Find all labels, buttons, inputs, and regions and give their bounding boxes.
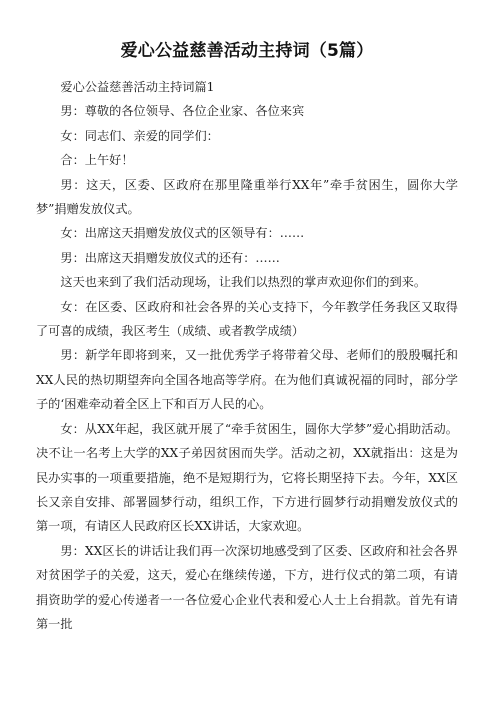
paragraph: 合：上午好！ bbox=[60, 153, 134, 168]
document-title: 爱心公益慈善活动主持词（5篇） bbox=[120, 41, 374, 61]
document-body bbox=[36, 75, 458, 636]
paragraph: 女：同志们、亲爱的同学们： bbox=[60, 128, 219, 143]
paragraph: 男：XX区长的讲话让我们再一次深切地感受到了区委、区政府和社会各界对贫困学子的关爱，这天，爱心在继续传递，下方，进行仪式的第二项，有请捐资助学的爱心传递者一一各位爱心企业代表和爱心人士上台捐款。首先有请第一批 bbox=[36, 543, 458, 631]
paragraph: 男：新学年即将到来，又一批优秀学子将带着父母、老师们的殷殷嘱托和XX人民的热切期望奔向全国各地高等学府。在为他们真诚祝福的同时，部分学子的‘困难牵动着全区上下和百万人民的心。 bbox=[36, 348, 458, 412]
paragraph: 女：在区委、区政府和社会各界的关心支持下，今年教学任务我区又取得了可喜的成绩，我区考生（成绩、或者教学成绩） bbox=[36, 299, 458, 339]
paragraph: 男：出席这天捐赠发放仪式的还有：…… bbox=[60, 250, 280, 265]
paragraph: 爱心公益慈善活动主持词篇1 bbox=[60, 80, 215, 94]
paragraph: 男：这天，区委、区政府在那里隆重举行XX年”牵手贫困生，圆你大学梦”捐赠发放仪式。 bbox=[36, 177, 458, 217]
paragraph: 女：从XX年起，我区就开展了“牵手贫困生，圆你大学梦”爱心捐助活动。决不让一名考上大学的XX子弟因贫困而失学。活动之初，XX就指出：这是为民办实事的一项重要措施，绝不是短期行为，它将长期坚持下去。今年，XX区长又亲自安排、部署圆梦行动，组织工作，下方进行圆梦行动捐赠发放仪式的第一项，有请区人民政府区长XX讲话，大家欢迎。 bbox=[36, 421, 458, 534]
paragraph: 女：出席这天捐赠发放仪式的区领导有：…… bbox=[60, 226, 305, 241]
paragraph: 男：尊敬的各位领导、各位企业家、各位来宾 bbox=[60, 104, 305, 119]
paragraph: 这天也来到了我们活动现场，让我们以热烈的掌声欢迎你们的到来。 bbox=[60, 275, 427, 290]
